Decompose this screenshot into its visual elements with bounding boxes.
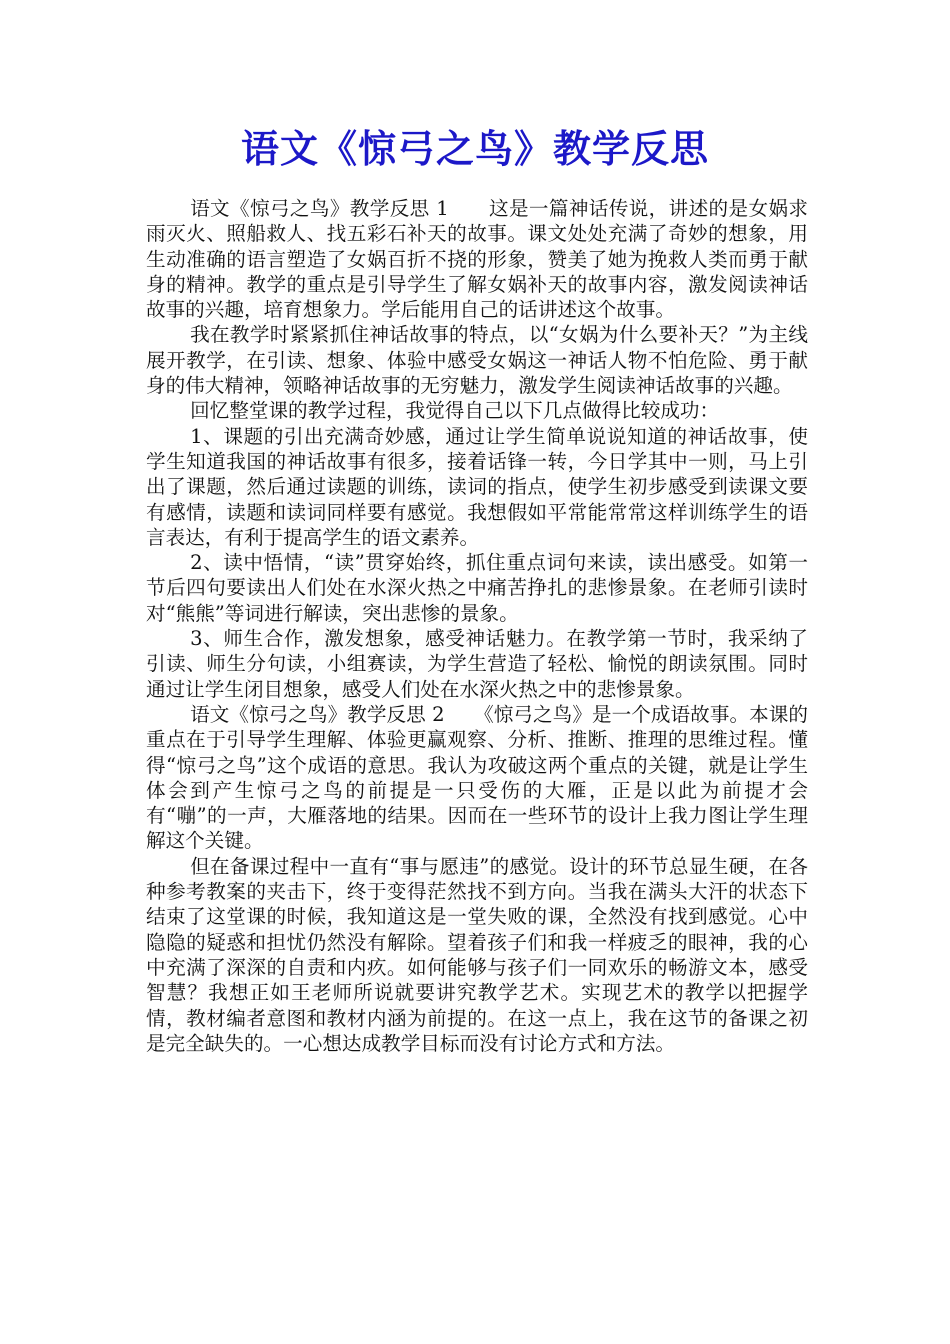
paragraph: 我在教学时紧紧抓住神话故事的特点，以“女娲为什么要补天？”为主线展开教学，在引读、想象、体验中感受女娲这一神话人物不怕危险、勇于献身的伟大精神，领略神话故事的无穷魅力，激发学生阅读神话故事的兴趣。 [146,323,808,398]
document-body [146,196,808,1056]
paragraph: 但在备课过程中一直有“事与愿违”的感觉。设计的环节总显生硬，在各种参考教案的夹击下，终于变得茫然找不到方向。当我在满头大汗的状态下结束了这堂课的时候，我知道这是一堂失败的课，全然没有找到感觉。心中隐隐的疑惑和担忧仍然没有解除。望着孩子们和我一样疲乏的眼神，我的心中充满了深深的自责和内疚。如何能够与孩子们一同欢乐的畅游文本，感受智慧？我想正如王老师所说就要讲究教学艺术。实现艺术的教学以把握学情，教材编者意图和教材内涵为前提的。在这一点上，我在这节的备课之初是完全缺失的。一心想达成教学目标而没有讨论方式和方法。 [146,854,808,1055]
paragraph: 2、读中悟情，“读”贯穿始终，抓住重点词句来读，读出感受。如第一节后四句要读出人们处在水深火热之中痛苦挣扎的悲惨景象。在老师引读时对“熊熊”等词进行解读，突出悲惨的景象。 [146,551,808,625]
paragraph: 3、师生合作，激发想象，感受神话魅力。在教学第一节时，我采纳了引读、师生分句读，小组赛读，为学生营造了轻松、愉悦的朗读氛围。同时通过让学生闭目想象，感受人们处在水深火热之中的悲惨景象。 [146,627,808,701]
paragraph: 语文《惊弓之鸟》教学反思 2 《惊弓之鸟》是一个成语故事。本课的重点在于引导学生理解、体验更赢观察、分析、推断、推理的思维过程。懂得“惊弓之鸟”这个成语的意思。我认为攻破这两个重点的关键，就是让学生体会到产生惊弓之鸟的前提是一只受伤的大雁，正是以此为前提才会有“嘣”的一声，大雁落地的结果。因而在一些环节的设计上我力图让学生理解这个关键。 [146,702,808,853]
document-title: 语文《惊弓之鸟》教学反思 [240,126,709,171]
paragraph: 1、课题的引出充满奇妙感，通过让学生简单说说知道的神话故事，使学生知道我国的神话故事有很多，接着话锋一转，今日学其中一则，马上引出了课题，然后通过读题的训练，读词的指点，使学生初步感受到读课文要有感情，读题和读词同样要有感觉。我想假如平常能常常这样训练学生的语言表达，有利于提高学生的语文素养。 [146,424,808,549]
paragraph: 语文《惊弓之鸟》教学反思 1 这是一篇神话传说，讲述的是女娲求雨灭火、照船救人、找五彩石补天的故事。课文处处充满了奇妙的想象，用生动准确的语言塑造了女娲百折不挠的形象，赞美了她为挽救人类而勇于献身的精神。教学的重点是引导学生了解女娲补天的故事内容，激发阅读神话故事的兴趣，培育想象力。学后能用自己的话讲述这个故事。 [146,197,808,322]
paragraph: 回忆整堂课的教学过程，我觉得自己以下几点做得比较成功： [190,399,720,423]
